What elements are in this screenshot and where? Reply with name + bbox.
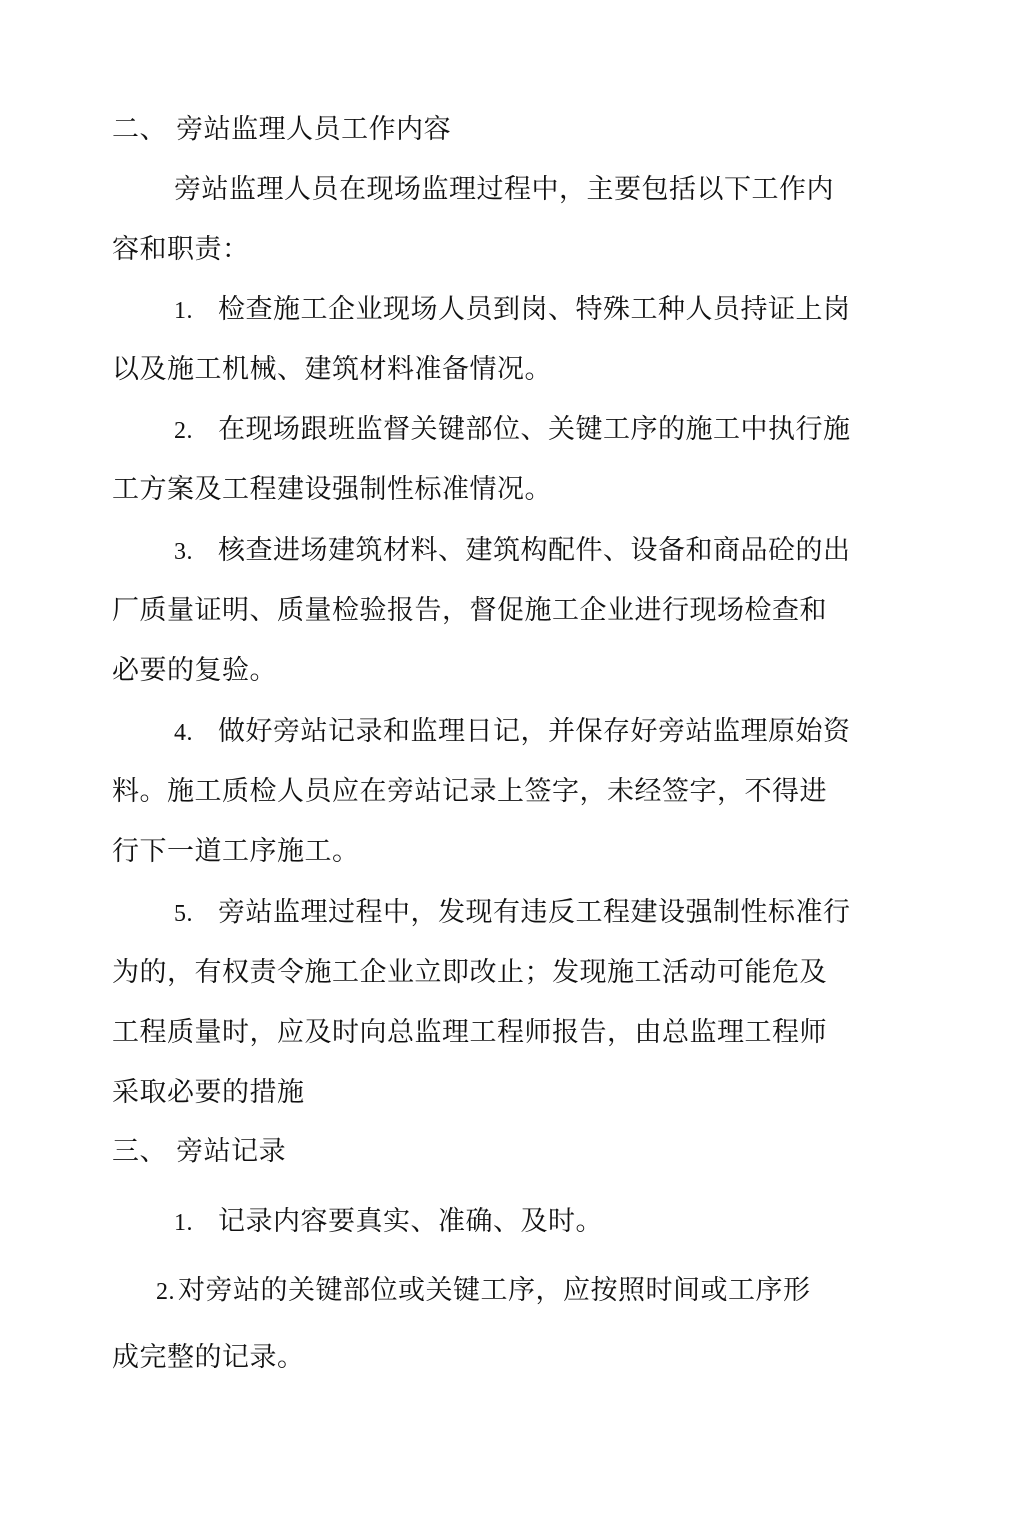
section-2-item-3-line-2: 厂质量证明、质量检验报告，督促施工企业进行现场检查和 bbox=[112, 595, 827, 626]
section-2-item-5-line-3: 工程质量时，应及时向总监理工程师报告，由总监理工程师 bbox=[112, 1017, 827, 1048]
section-3-item-2-line-2: 成完整的记录。 bbox=[112, 1342, 305, 1373]
section-3-item-1-line-1 bbox=[174, 1204, 914, 1241]
section-2-heading: 二、 旁站监理人员工作内容 bbox=[112, 114, 452, 145]
section-2-intro-line-2: 容和职责： bbox=[112, 234, 250, 265]
item-number: 2. bbox=[174, 418, 193, 444]
item-number: 4. bbox=[174, 720, 193, 746]
section-2-item-3-line-3: 必要的复验。 bbox=[112, 655, 277, 686]
section-2-item-5-line-1 bbox=[174, 895, 914, 932]
item-text: 在现场跟班监督关键部位、关键工序的施工中执行施 bbox=[218, 414, 851, 445]
section-2-item-2-line-2: 工方案及工程建设强制性标准情况。 bbox=[112, 474, 552, 505]
item-text: 对旁站的关键部位或关键工序，应按照时间或工序形 bbox=[178, 1275, 811, 1306]
section-2-item-5-line-2: 为的，有权责令施工企业立即改止；发现施工活动可能危及 bbox=[112, 957, 827, 988]
item-text: 核查进场建筑材料、建筑构配件、设备和商品砼的出 bbox=[218, 535, 851, 566]
section-2-item-3-line-1 bbox=[174, 533, 914, 570]
section-2-item-2-line-1 bbox=[174, 412, 914, 449]
item-number: 3. bbox=[174, 539, 193, 565]
section-2-item-5-line-4: 采取必要的措施 bbox=[112, 1077, 305, 1108]
section-3-item-2-line-1 bbox=[156, 1273, 896, 1310]
item-text: 记录内容要真实、准确、及时。 bbox=[218, 1206, 603, 1237]
section-2-item-4-line-3: 行下一道工序施工。 bbox=[112, 836, 360, 867]
item-number: 1. bbox=[174, 298, 193, 324]
section-2-item-4-line-2: 料。施工质检人员应在旁站记录上签字，未经签字，不得进 bbox=[112, 776, 827, 807]
item-text: 检查施工企业现场人员到岗、特殊工种人员持证上岗 bbox=[218, 294, 851, 325]
section-2-item-1-line-2: 以及施工机械、建筑材料准备情况。 bbox=[112, 354, 552, 385]
section-2-intro-line-1: 旁站监理人员在现场监理过程中，主要包括以下工作内 bbox=[174, 174, 834, 205]
section-2-item-4-line-1 bbox=[174, 714, 914, 751]
item-text: 做好旁站记录和监理日记，并保存好旁站监理原始资 bbox=[218, 716, 851, 747]
section-2-item-1-line-1 bbox=[174, 292, 914, 329]
item-text: 旁站监理过程中，发现有违反工程建设强制性标准行 bbox=[218, 897, 851, 928]
item-number: 2. bbox=[156, 1279, 175, 1305]
section-3-heading: 三、 旁站记录 bbox=[112, 1136, 287, 1167]
item-number: 5. bbox=[174, 901, 193, 927]
item-number: 1. bbox=[174, 1210, 193, 1236]
